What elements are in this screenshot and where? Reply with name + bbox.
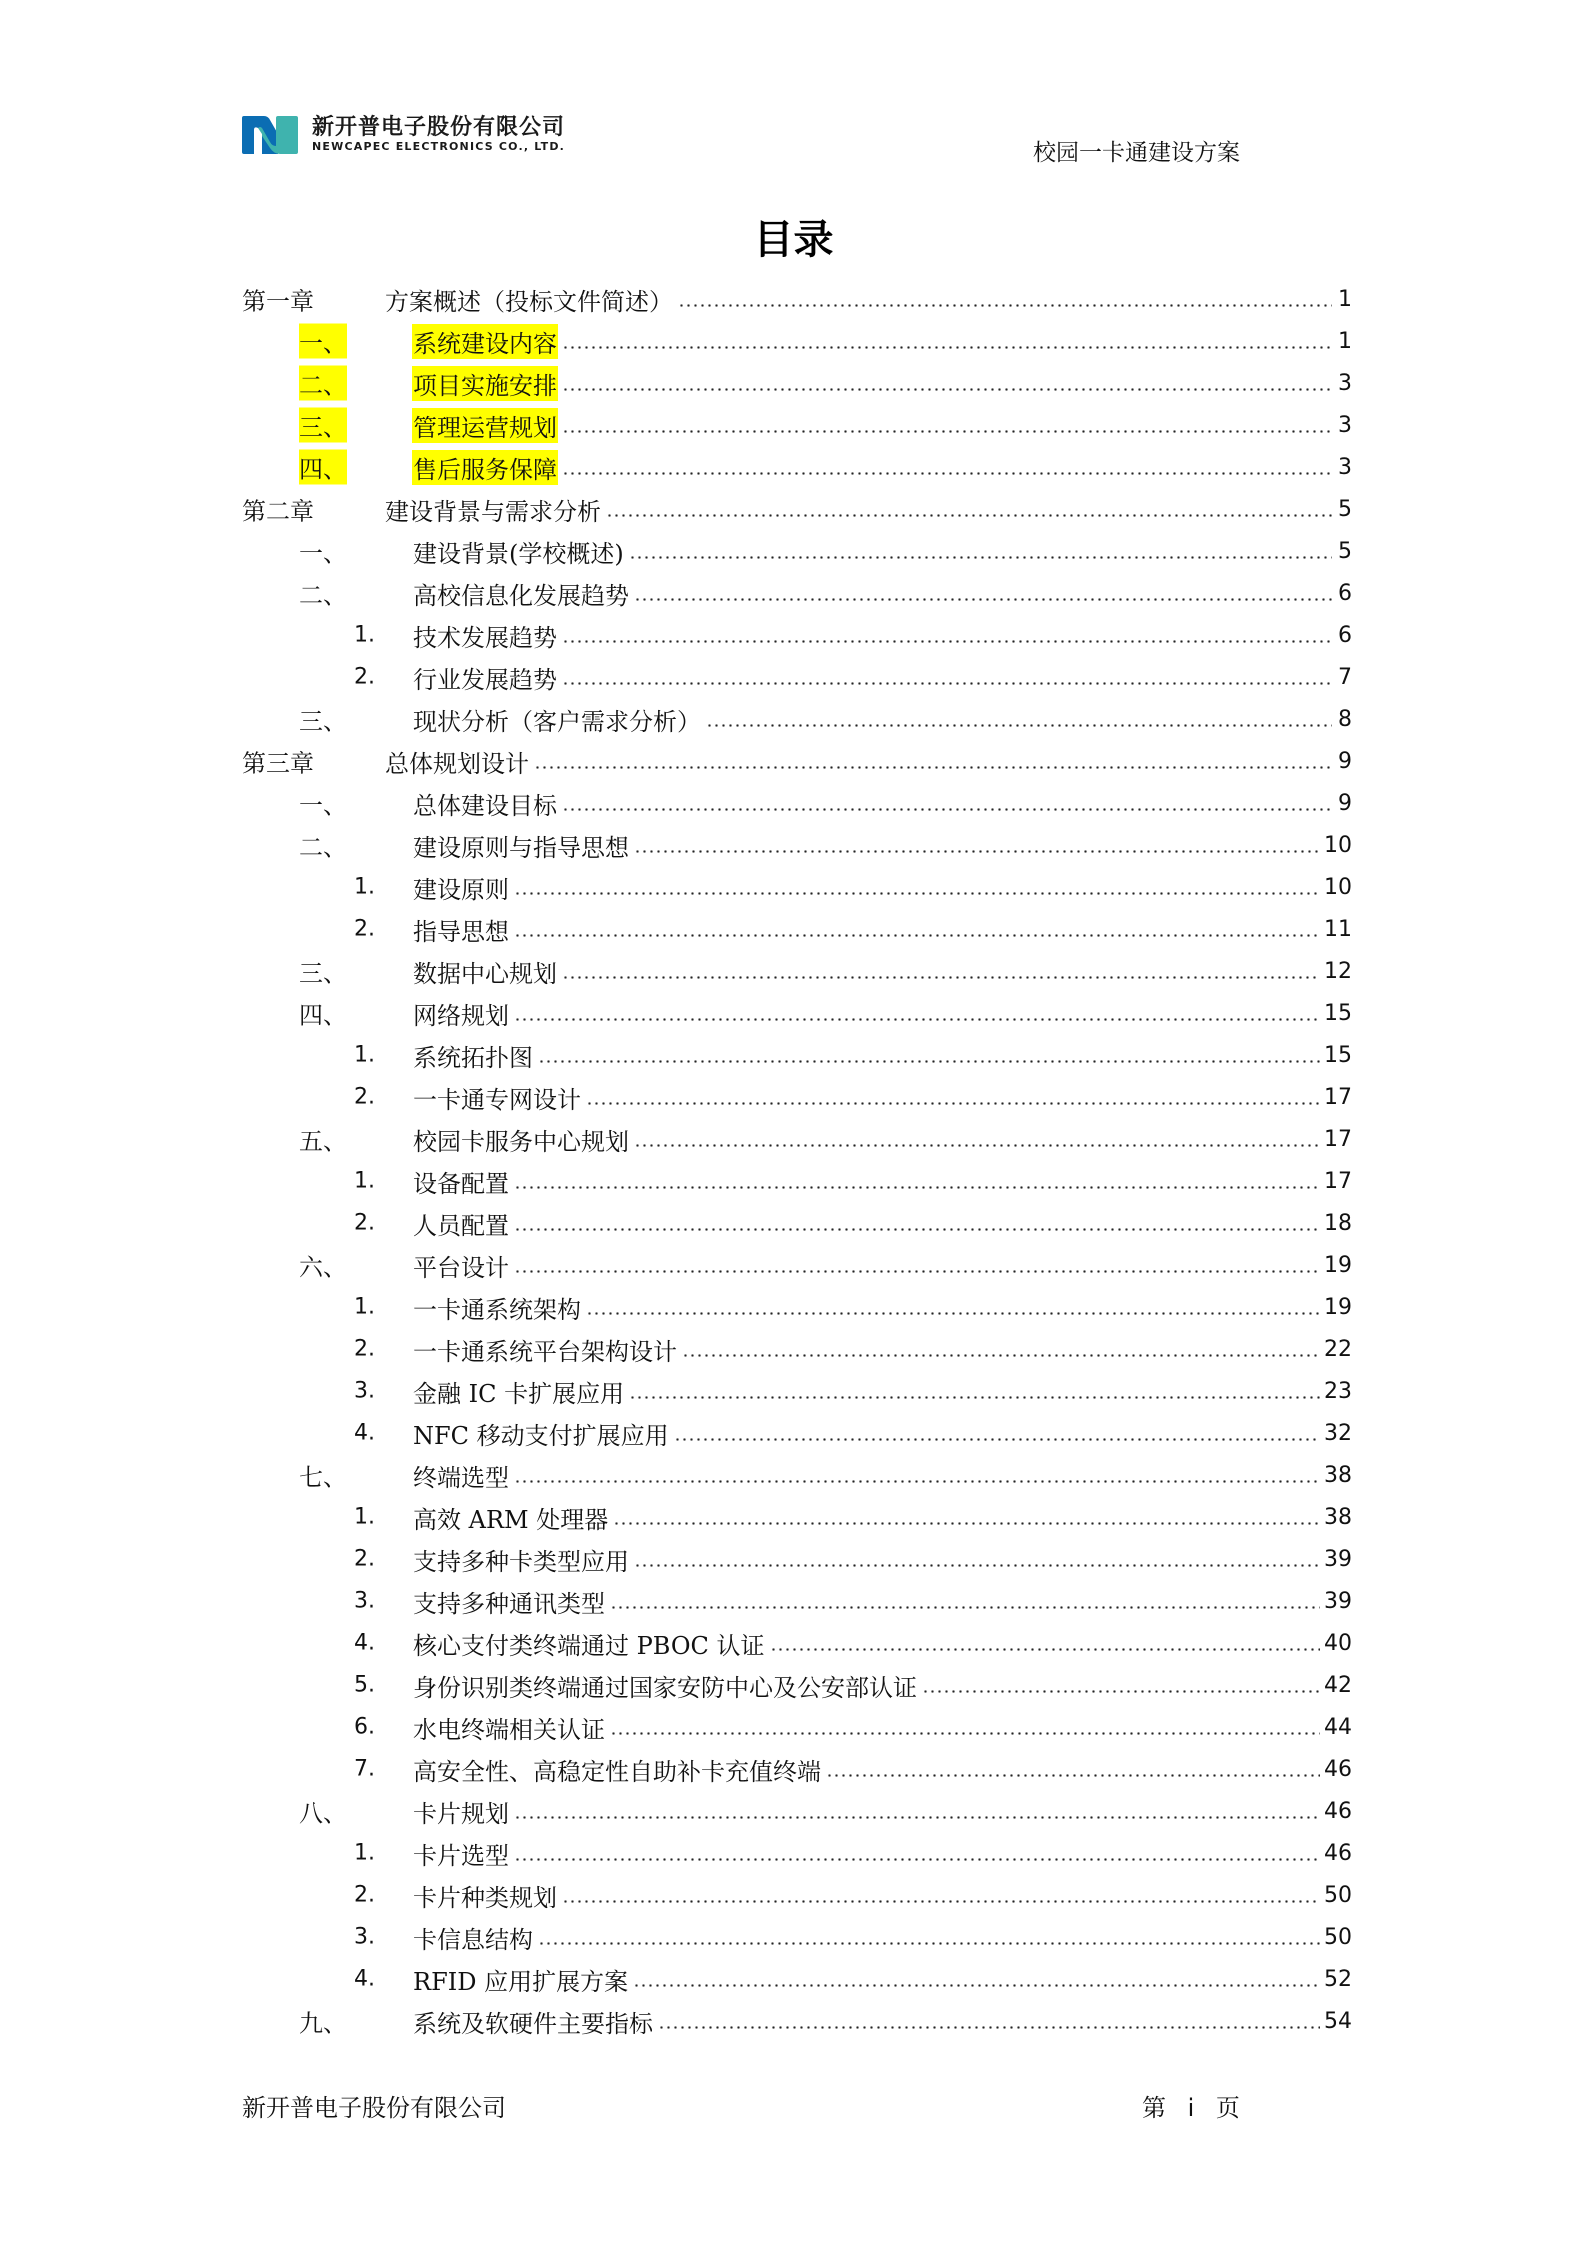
toc-entry-number: 八、	[299, 1799, 347, 1828]
toc-entry-title[interactable]: 一卡通系统架构	[413, 1295, 581, 1324]
toc-entry[interactable]	[242, 1496, 1352, 1538]
toc-entry-title[interactable]: 一卡通专网设计	[413, 1085, 581, 1114]
toc-entry-page: 1	[1338, 328, 1352, 354]
toc-entry-title[interactable]: 平台设计	[413, 1253, 509, 1282]
dot-leader	[562, 430, 1332, 433]
toc-entry[interactable]	[242, 740, 1352, 782]
dot-leader	[514, 1018, 1320, 1021]
toc-entry[interactable]	[242, 908, 1352, 950]
dot-leader	[922, 1690, 1320, 1693]
document-title: 校园一卡通建设方案	[1033, 140, 1240, 166]
newcapec-logo-icon	[240, 114, 300, 156]
toc-entry-page: 11	[1324, 916, 1352, 942]
dot-leader	[634, 850, 1320, 853]
toc-entry[interactable]	[242, 1286, 1352, 1328]
toc-entry-number: 2.	[354, 1882, 375, 1908]
toc-entry-number: 1.	[354, 1504, 375, 1530]
toc-entry-title[interactable]: 技术发展趋势	[413, 623, 557, 652]
toc-entry-number: 一、	[299, 324, 347, 359]
toc-entry-number: 二、	[299, 833, 347, 862]
toc-entry[interactable]	[242, 1370, 1352, 1412]
toc-entry[interactable]	[242, 572, 1352, 614]
toc-entry-page: 3	[1338, 454, 1352, 480]
dot-leader	[586, 1312, 1320, 1315]
toc-entry-page: 6	[1338, 622, 1352, 648]
toc-entry[interactable]	[242, 278, 1352, 320]
dot-leader	[562, 808, 1332, 811]
toc-entry-number: 2.	[354, 1546, 375, 1572]
toc-entry-number: 四、	[299, 1001, 347, 1030]
dot-leader	[586, 1102, 1320, 1105]
toc-entry-number: 3.	[354, 1588, 375, 1614]
toc-entry-title[interactable]: 项目实施安排	[412, 366, 558, 401]
toc-entry-page: 6	[1338, 580, 1352, 606]
toc-entry-number: 1.	[354, 1294, 375, 1320]
toc-entry-page: 44	[1324, 1714, 1352, 1740]
toc-entry[interactable]	[242, 782, 1352, 824]
toc-entry-title[interactable]: 核心支付类终端通过 PBOC 认证	[413, 1631, 765, 1660]
toc-entry[interactable]	[242, 1160, 1352, 1202]
dot-leader	[538, 1060, 1320, 1063]
toc-entry[interactable]	[242, 1622, 1352, 1664]
toc-entry-number: 1.	[354, 1840, 375, 1866]
toc-entry-title[interactable]: 终端选型	[413, 1463, 509, 1492]
dot-leader	[606, 514, 1332, 517]
footer-page-number: 第 i 页	[1142, 2094, 1240, 2122]
toc-entry-title[interactable]: 校园卡服务中心规划	[413, 1127, 629, 1156]
toc-entry-number: 1.	[354, 1042, 375, 1068]
company-name-cn: 新开普电子股份有限公司	[312, 115, 566, 140]
dot-leader	[562, 640, 1332, 643]
toc-entry-number: 六、	[299, 1253, 347, 1282]
toc-entry-number: 七、	[299, 1463, 347, 1492]
dot-leader	[629, 1396, 1320, 1399]
dot-leader	[629, 556, 1332, 559]
toc-entry-number: 5.	[354, 1672, 375, 1698]
toc-entry-number: 一、	[299, 791, 347, 820]
toc-entry-number: 4.	[354, 1630, 375, 1656]
dot-leader	[706, 724, 1332, 727]
toc-entry-title[interactable]: 金融 IC 卡扩展应用	[413, 1379, 625, 1408]
toc-entry-title[interactable]: 人员配置	[413, 1211, 509, 1240]
dot-leader	[634, 1144, 1320, 1147]
toc-entry-number: 九、	[299, 2009, 347, 2038]
toc-entry-title[interactable]: 售后服务保障	[412, 450, 558, 485]
toc-entry-title[interactable]: 总体建设目标	[413, 791, 557, 820]
toc-entry[interactable]	[242, 530, 1352, 572]
dot-leader	[682, 1354, 1320, 1357]
toc-entry-number: 三、	[299, 408, 347, 443]
toc-entry-page: 3	[1338, 370, 1352, 396]
toc-entry-page: 15	[1324, 1000, 1352, 1026]
toc-entry[interactable]	[242, 866, 1352, 908]
toc-entry-title[interactable]: 卡片选型	[413, 1841, 509, 1870]
toc-entry-page: 46	[1324, 1840, 1352, 1866]
dot-leader	[562, 682, 1332, 685]
toc-entry-title[interactable]: 身份识别类终端通过国家安防中心及公安部认证	[413, 1673, 917, 1702]
toc-entry[interactable]	[242, 698, 1352, 740]
toc-entry-title[interactable]: 建设原则与指导思想	[413, 833, 629, 862]
toc-entry-number: 2.	[354, 1084, 375, 1110]
toc-entry-page: 10	[1324, 874, 1352, 900]
toc-entry[interactable]	[242, 1202, 1352, 1244]
toc-entry-number: 第一章	[242, 287, 314, 316]
dot-leader	[514, 1858, 1320, 1861]
toc-entry-page: 46	[1324, 1798, 1352, 1824]
toc-entry-number: 2.	[354, 664, 375, 690]
toc-entry-number: 1.	[354, 1168, 375, 1194]
toc-entry-page: 17	[1324, 1168, 1352, 1194]
toc-entry-page: 32	[1324, 1420, 1352, 1446]
dot-leader	[770, 1648, 1320, 1651]
toc-entry-number: 4.	[354, 1420, 375, 1446]
toc-entry-number: 三、	[299, 959, 347, 988]
toc-entry-title[interactable]: 一卡通系统平台架构设计	[413, 1337, 677, 1366]
company-name-en: NEWCAPEC ELECTRONICS CO., LTD.	[312, 140, 566, 153]
dot-leader	[562, 976, 1320, 979]
toc-entry-title[interactable]: 建设背景(学校概述)	[413, 539, 624, 568]
toc-entry-title[interactable]: 建设背景与需求分析	[385, 497, 601, 526]
toc-entry[interactable]	[242, 1034, 1352, 1076]
toc-entry-page: 7	[1338, 664, 1352, 690]
toc-entry-page: 22	[1324, 1336, 1352, 1362]
page-title: 目录	[753, 216, 834, 263]
toc-entry-page: 39	[1324, 1588, 1352, 1614]
dot-leader	[562, 388, 1332, 391]
toc-entry[interactable]	[242, 1664, 1352, 1706]
toc-entry-page: 9	[1338, 748, 1352, 774]
toc-entry-page: 23	[1324, 1378, 1352, 1404]
toc-entry[interactable]	[242, 1580, 1352, 1622]
toc-entry-title[interactable]: 高校信息化发展趋势	[413, 581, 629, 610]
toc-entry-number: 1.	[354, 622, 375, 648]
toc-entry-page: 18	[1324, 1210, 1352, 1236]
toc-entry-title[interactable]: 卡片种类规划	[413, 1883, 557, 1912]
dot-leader	[562, 472, 1332, 475]
toc-entry-number: 6.	[354, 1714, 375, 1740]
toc-entry-title[interactable]: 卡信息结构	[413, 1925, 533, 1954]
toc-entry[interactable]	[242, 446, 1352, 488]
dot-leader	[678, 304, 1332, 307]
toc-entry-title[interactable]: 系统拓扑图	[413, 1043, 533, 1072]
dot-leader	[514, 1270, 1320, 1273]
dot-leader	[538, 1942, 1320, 1945]
toc-entry-page: 17	[1324, 1084, 1352, 1110]
dot-leader	[514, 934, 1320, 937]
toc-entry-page: 19	[1324, 1252, 1352, 1278]
dot-leader	[562, 1900, 1320, 1903]
dot-leader	[634, 1564, 1320, 1567]
dot-leader	[610, 1732, 1320, 1735]
toc-entry-number: 二、	[299, 366, 347, 401]
toc-entry-page: 12	[1324, 958, 1352, 984]
toc-entry[interactable]	[242, 614, 1352, 656]
toc-entry-page: 19	[1324, 1294, 1352, 1320]
toc-entry[interactable]	[242, 1118, 1352, 1160]
dot-leader	[514, 1228, 1320, 1231]
toc-entry-page: 3	[1338, 412, 1352, 438]
toc-entry[interactable]	[242, 1412, 1352, 1454]
toc-entry-title[interactable]: 网络规划	[413, 1001, 509, 1030]
toc-entry-title[interactable]: RFID 应用扩展方案	[413, 1967, 629, 1996]
toc-entry-title[interactable]: 卡片规划	[413, 1799, 509, 1828]
toc-entry-number: 四、	[299, 450, 347, 485]
toc-entry[interactable]	[242, 320, 1352, 362]
toc-entry-page: 17	[1324, 1126, 1352, 1152]
dot-leader	[658, 2026, 1320, 2029]
dot-leader	[674, 1438, 1320, 1441]
toc-entry[interactable]	[242, 950, 1352, 992]
page-header	[240, 112, 1260, 172]
toc-entry[interactable]	[242, 1244, 1352, 1286]
toc-entry-page: 42	[1324, 1672, 1352, 1698]
toc-entry-number: 3.	[354, 1378, 375, 1404]
toc-entry-page: 54	[1324, 2008, 1352, 2034]
toc-entry[interactable]	[242, 1916, 1352, 1958]
toc-entry-page: 8	[1338, 706, 1352, 732]
toc-entry-number: 三、	[299, 707, 347, 736]
toc-entry[interactable]	[242, 1874, 1352, 1916]
dot-leader	[634, 598, 1332, 601]
toc-entry-number: 一、	[299, 539, 347, 568]
toc-entry-title[interactable]: 行业发展趋势	[413, 665, 557, 694]
toc-entry-title[interactable]: 方案概述（投标文件简述）	[385, 287, 673, 316]
toc-entry-title[interactable]: 现状分析（客户需求分析）	[413, 707, 701, 736]
toc-entry-number: 2.	[354, 1336, 375, 1362]
dot-leader	[633, 1984, 1320, 1987]
toc-entry[interactable]	[242, 1748, 1352, 1790]
toc-entry-page: 52	[1324, 1966, 1352, 1992]
toc-entry[interactable]	[242, 1454, 1352, 1496]
toc-entry-number: 7.	[354, 1756, 375, 1782]
toc-entry-number: 第三章	[242, 749, 314, 778]
toc-entry-number: 第二章	[242, 497, 314, 526]
toc-entry[interactable]	[242, 1706, 1352, 1748]
toc-entry-number: 4.	[354, 1966, 375, 1992]
toc-entry-number: 2.	[354, 916, 375, 942]
toc-entry-page: 39	[1324, 1546, 1352, 1572]
toc-entry-title[interactable]: NFC 移动支付扩展应用	[413, 1421, 669, 1450]
toc-entry-title[interactable]: 数据中心规划	[413, 959, 557, 988]
dot-leader	[562, 346, 1332, 349]
toc-entry[interactable]	[242, 404, 1352, 446]
toc-entry-page: 10	[1324, 832, 1352, 858]
toc-entry[interactable]	[242, 1538, 1352, 1580]
toc-entry-page: 40	[1324, 1630, 1352, 1656]
toc-entry-page: 38	[1324, 1504, 1352, 1530]
dot-leader	[826, 1774, 1320, 1777]
toc-entry-page: 38	[1324, 1462, 1352, 1488]
company-logo	[240, 114, 565, 156]
toc-entry[interactable]	[242, 488, 1352, 530]
toc-entry-title[interactable]: 建设原则	[413, 875, 509, 904]
toc-entry-number: 3.	[354, 1924, 375, 1950]
dot-leader	[514, 892, 1320, 895]
toc-entry-number: 五、	[299, 1127, 347, 1156]
toc-entry-title[interactable]: 支持多种卡类型应用	[413, 1547, 629, 1576]
toc-entry-title[interactable]: 总体规划设计	[385, 749, 529, 778]
toc-entry[interactable]	[242, 824, 1352, 866]
toc-entry-title[interactable]: 支持多种通讯类型	[413, 1589, 605, 1618]
toc-entry-title[interactable]: 管理运营规划	[412, 408, 558, 443]
toc-entry[interactable]	[242, 1832, 1352, 1874]
toc-entry-page: 15	[1324, 1042, 1352, 1068]
toc-entry-title[interactable]: 高安全性、高稳定性自助补卡充值终端	[413, 1757, 821, 1786]
dot-leader	[514, 1816, 1320, 1819]
dot-leader	[610, 1606, 1320, 1609]
toc-entry-title[interactable]: 系统及软硬件主要指标	[413, 2009, 653, 2038]
footer-company: 新开普电子股份有限公司	[242, 2094, 506, 2122]
toc-entry[interactable]	[242, 1958, 1352, 2000]
dot-leader	[514, 1186, 1320, 1189]
toc-entry[interactable]	[242, 1790, 1352, 1832]
toc-entry-number: 1.	[354, 874, 375, 900]
toc-entry[interactable]	[242, 2000, 1352, 2042]
toc-entry[interactable]	[242, 362, 1352, 404]
toc-entry-page: 50	[1324, 1924, 1352, 1950]
toc-entry-title[interactable]: 指导思想	[413, 917, 509, 946]
toc-entry-title[interactable]: 设备配置	[413, 1169, 509, 1198]
toc-entry-page: 5	[1338, 496, 1352, 522]
toc-entry[interactable]	[242, 1328, 1352, 1370]
toc-entry-page: 1	[1338, 286, 1352, 312]
toc-entry[interactable]	[242, 1076, 1352, 1118]
toc-entry-title[interactable]: 水电终端相关认证	[413, 1715, 605, 1744]
toc-entry[interactable]	[242, 656, 1352, 698]
toc-entry[interactable]	[242, 992, 1352, 1034]
toc-entry-number: 2.	[354, 1210, 375, 1236]
table-of-contents	[242, 278, 1352, 2042]
dot-leader	[534, 766, 1332, 769]
dot-leader	[514, 1480, 1320, 1483]
toc-entry-page: 5	[1338, 538, 1352, 564]
toc-entry-page: 46	[1324, 1756, 1352, 1782]
toc-entry-page: 50	[1324, 1882, 1352, 1908]
toc-entry-title[interactable]: 系统建设内容	[412, 324, 558, 359]
toc-entry-number: 二、	[299, 581, 347, 610]
dot-leader	[613, 1522, 1320, 1525]
toc-entry-title[interactable]: 高效 ARM 处理器	[413, 1505, 609, 1534]
toc-entry-page: 9	[1338, 790, 1352, 816]
